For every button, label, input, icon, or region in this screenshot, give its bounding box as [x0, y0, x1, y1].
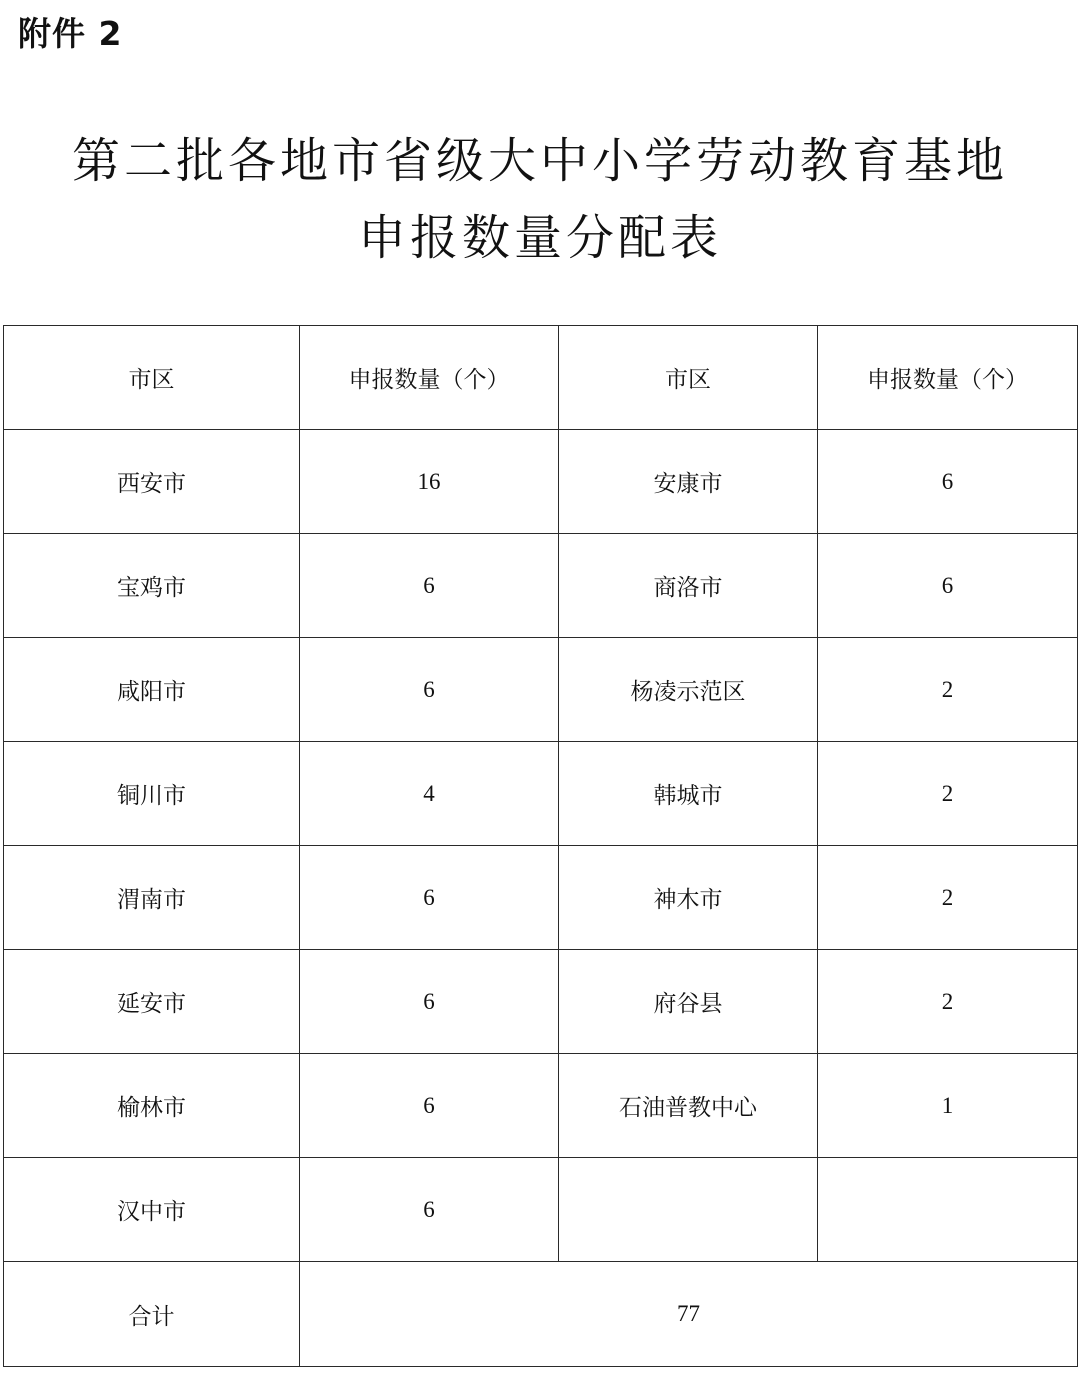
- allocation-table: [3, 325, 1078, 1367]
- header-city-left: 市区: [4, 326, 300, 430]
- count-right-cell: 2: [818, 638, 1078, 742]
- city-left-cell: 汉中市: [4, 1158, 300, 1262]
- document-title-line-1: 第二批各地市省级大中小学劳动教育基地: [71, 133, 1008, 189]
- city-left-cell: 宝鸡市: [4, 534, 300, 638]
- city-right-cell: 杨凌示范区: [559, 638, 818, 742]
- city-right-cell: 韩城市: [559, 742, 818, 846]
- table-row: [4, 742, 1078, 846]
- count-right-cell: 1: [818, 1054, 1078, 1158]
- count-right-cell: 6: [818, 534, 1078, 638]
- count-left-cell: 6: [300, 950, 559, 1054]
- table-total-row: [4, 1262, 1078, 1367]
- city-right-cell: 商洛市: [559, 534, 818, 638]
- city-left-cell: 延安市: [4, 950, 300, 1054]
- count-right-cell: 6: [818, 430, 1078, 534]
- count-left-cell: 6: [300, 534, 559, 638]
- count-right-cell: 2: [818, 846, 1078, 950]
- city-left-cell: 西安市: [4, 430, 300, 534]
- count-left-cell: 6: [300, 638, 559, 742]
- city-right-cell: 神木市: [559, 846, 818, 950]
- count-left-cell: 4: [300, 742, 559, 846]
- count-right-cell: 2: [818, 742, 1078, 846]
- count-right-cell: 2: [818, 950, 1078, 1054]
- header-city-right: 市区: [559, 326, 818, 430]
- count-left-cell: 6: [300, 846, 559, 950]
- count-right-cell: [818, 1158, 1078, 1262]
- table-row: [4, 1054, 1078, 1158]
- city-left-cell: 铜川市: [4, 742, 300, 846]
- table-row: [4, 846, 1078, 950]
- city-right-cell: 府谷县: [559, 950, 818, 1054]
- city-right-cell: 石油普教中心: [559, 1054, 818, 1158]
- attachment-label: 附件 2: [18, 14, 123, 53]
- table-row: [4, 1158, 1078, 1262]
- header-count-left: 申报数量（个）: [300, 326, 559, 430]
- city-right-cell: 安康市: [559, 430, 818, 534]
- table-row: [4, 534, 1078, 638]
- table-row: [4, 950, 1078, 1054]
- city-left-cell: 渭南市: [4, 846, 300, 950]
- city-left-cell: 咸阳市: [4, 638, 300, 742]
- header-count-right: 申报数量（个）: [818, 326, 1078, 430]
- total-value-cell: 77: [300, 1262, 1078, 1367]
- count-left-cell: 16: [300, 430, 559, 534]
- city-right-cell: [559, 1158, 818, 1262]
- table-header-row: [4, 326, 1078, 430]
- document-title-line-2: 申报数量分配表: [357, 210, 722, 266]
- city-left-cell: 榆林市: [4, 1054, 300, 1158]
- table-row: [4, 430, 1078, 534]
- table-row: [4, 638, 1078, 742]
- count-left-cell: 6: [300, 1158, 559, 1262]
- count-left-cell: 6: [300, 1054, 559, 1158]
- total-label-cell: 合计: [4, 1262, 300, 1367]
